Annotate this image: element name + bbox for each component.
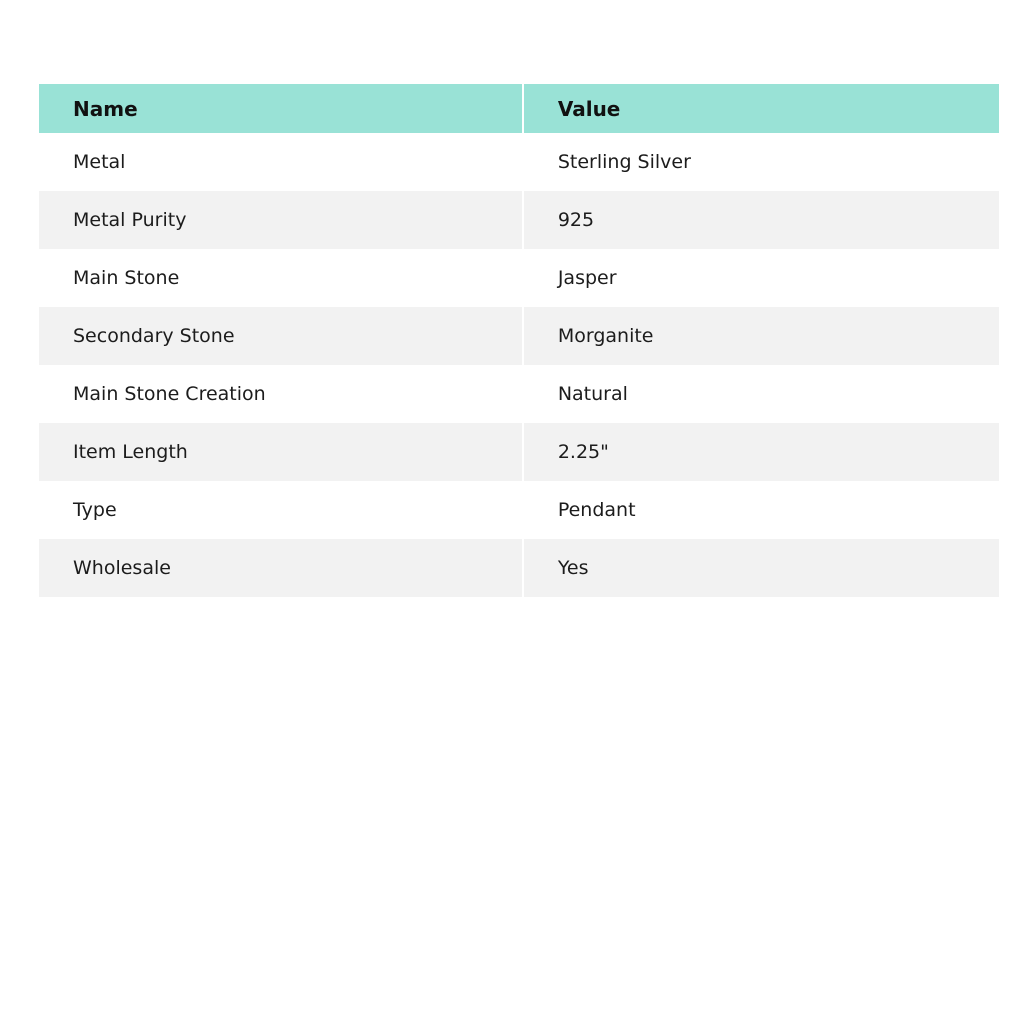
table-row	[39, 191, 999, 249]
name-cell: Metal	[39, 133, 522, 191]
product-spec-table	[37, 84, 1001, 597]
table-header-row	[39, 84, 999, 133]
name-cell: Type	[39, 481, 522, 539]
value-cell: Yes	[524, 539, 999, 597]
name-cell: Metal Purity	[39, 191, 522, 249]
value-cell: Pendant	[524, 481, 999, 539]
table-row	[39, 481, 999, 539]
table-row	[39, 365, 999, 423]
name-column-header: Name	[39, 84, 522, 133]
table-row	[39, 539, 999, 597]
value-column-header: Value	[524, 84, 999, 133]
value-cell: Natural	[524, 365, 999, 423]
table-row	[39, 133, 999, 191]
name-cell: Main Stone	[39, 249, 522, 307]
name-cell: Wholesale	[39, 539, 522, 597]
table-row	[39, 307, 999, 365]
name-cell: Secondary Stone	[39, 307, 522, 365]
value-cell: Morganite	[524, 307, 999, 365]
value-cell: 2.25"	[524, 423, 999, 481]
table-row	[39, 423, 999, 481]
table-row	[39, 249, 999, 307]
name-cell: Main Stone Creation	[39, 365, 522, 423]
value-cell: Sterling Silver	[524, 133, 999, 191]
name-cell: Item Length	[39, 423, 522, 481]
value-cell: Jasper	[524, 249, 999, 307]
value-cell: 925	[524, 191, 999, 249]
